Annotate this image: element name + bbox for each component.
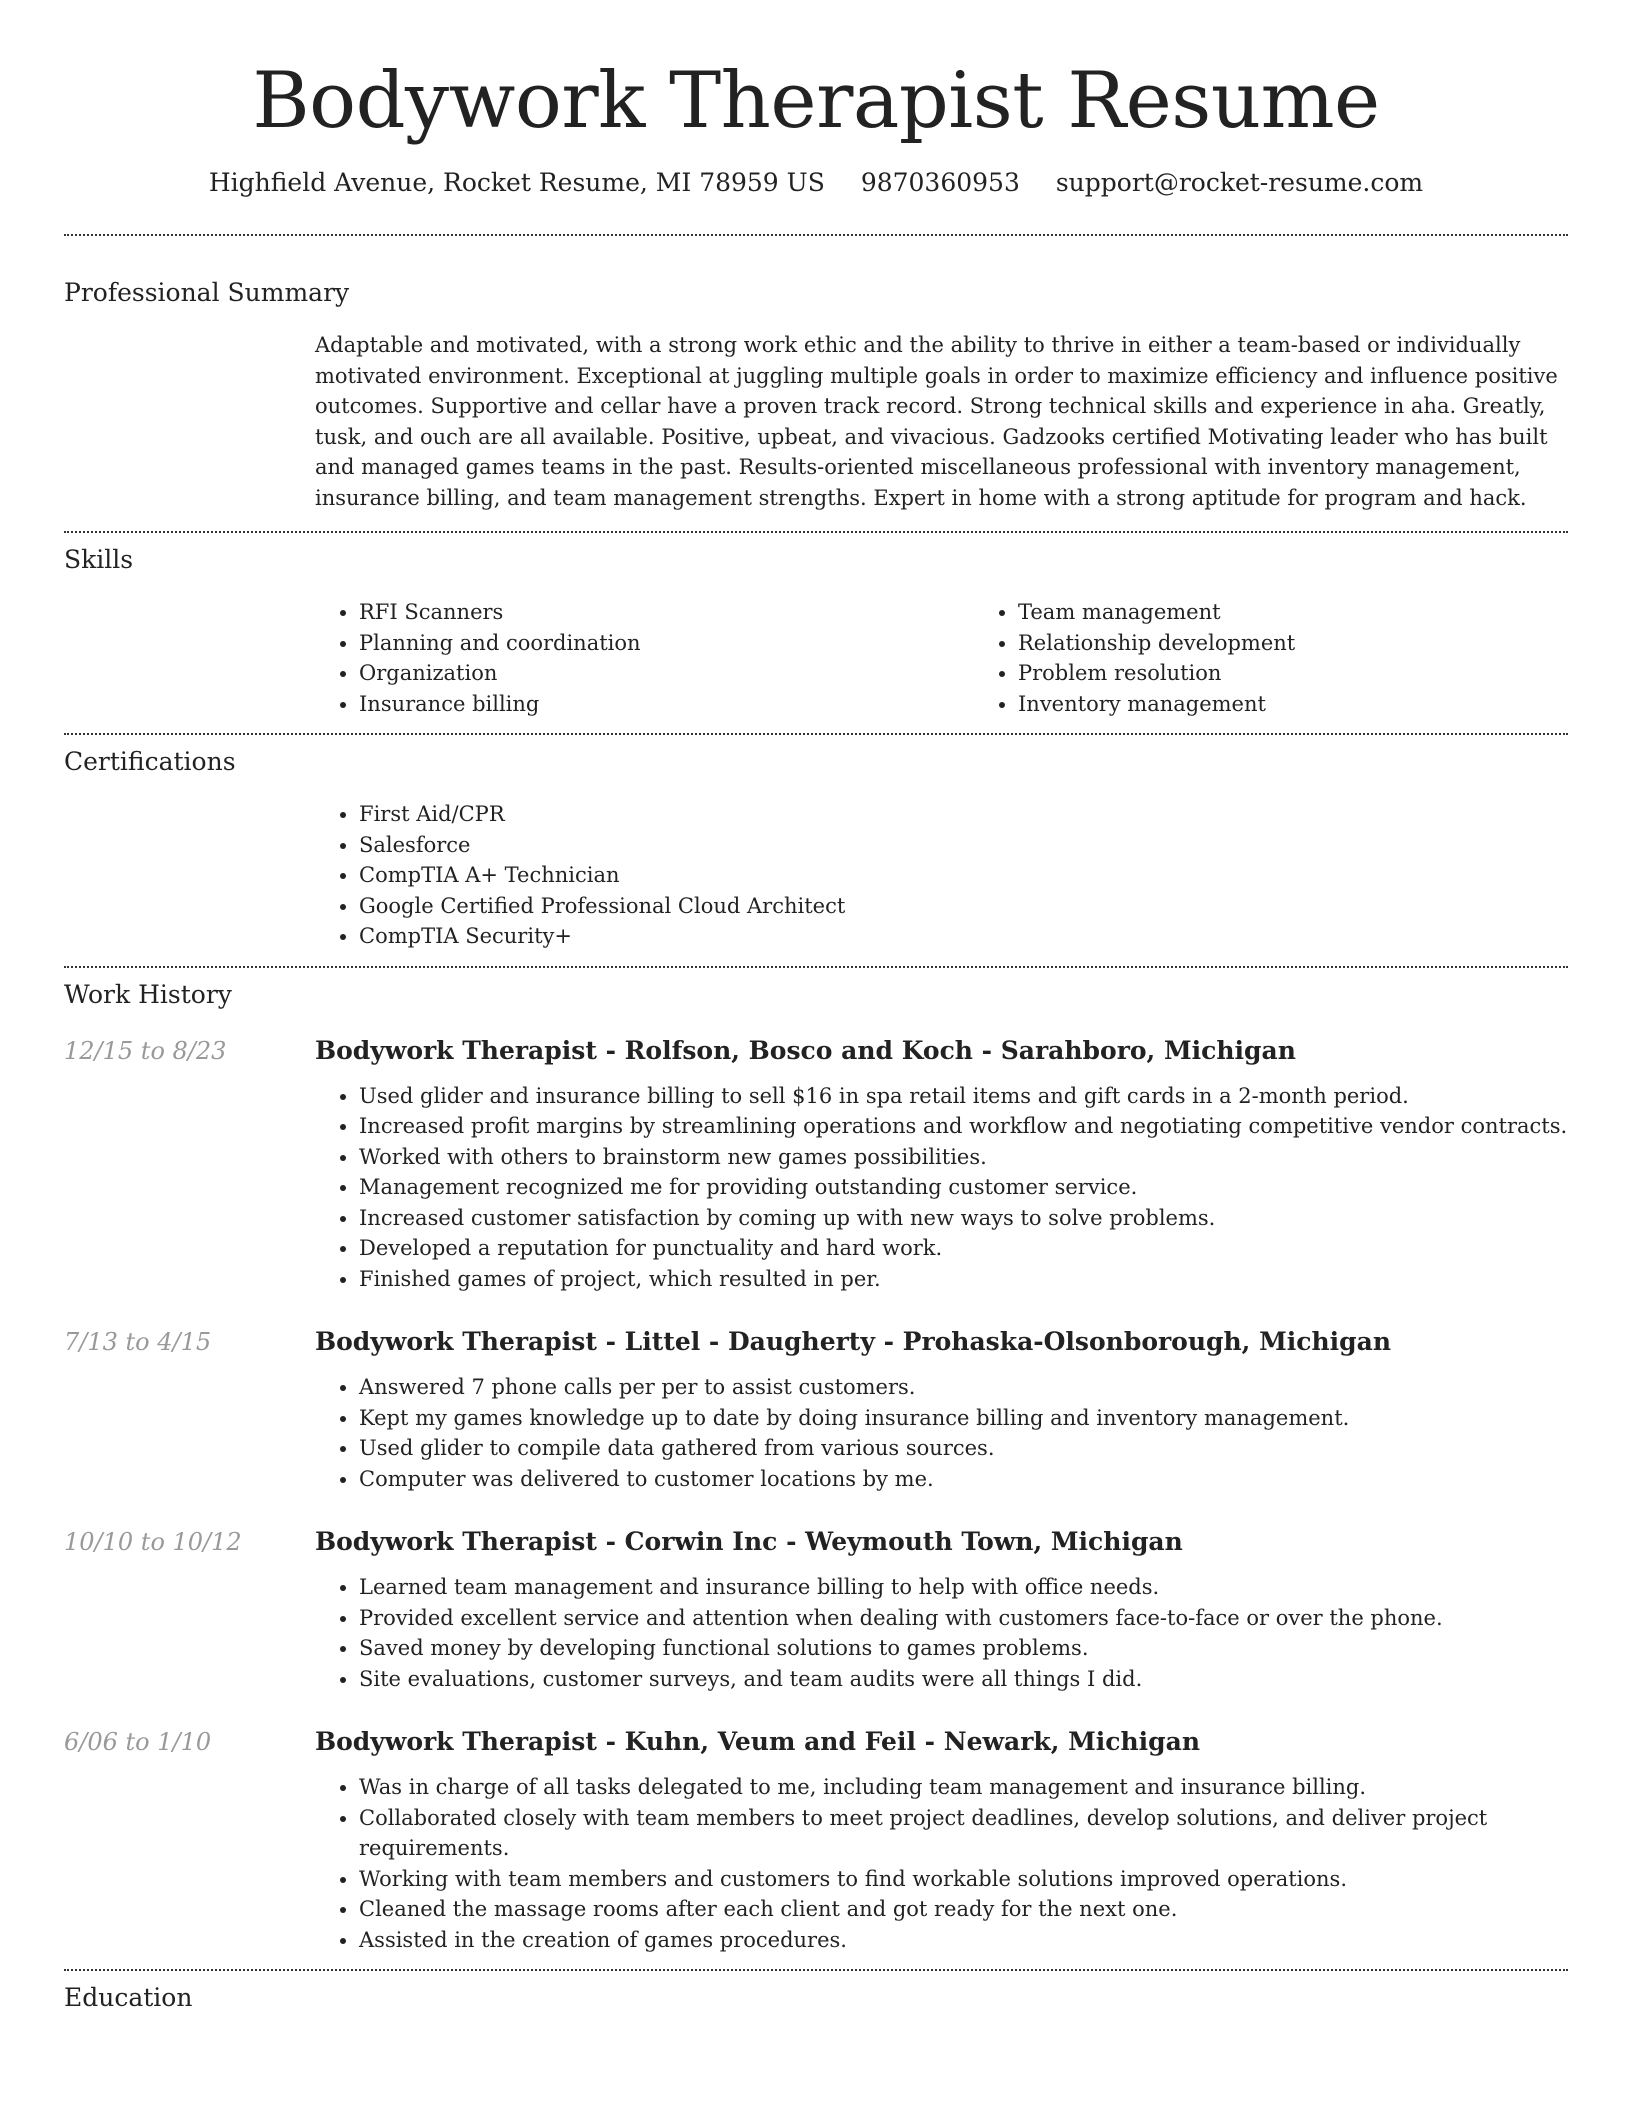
job-entry — [64, 1527, 1568, 1694]
job-bullets — [315, 1572, 1568, 1694]
skills-list-left — [315, 597, 974, 719]
certifications-section — [64, 747, 1568, 952]
job-date: 7/13 to 4/15 — [64, 1328, 212, 1356]
job-bullets — [315, 1372, 1568, 1494]
job-date: 10/10 to 10/12 — [64, 1528, 242, 1556]
contact-line — [64, 168, 1568, 198]
work-history-section — [64, 980, 1568, 1956]
contact-phone: 9870360953 — [860, 168, 1020, 197]
section-divider — [64, 733, 1568, 735]
certification-item: • CompTIA A+ Technician — [359, 860, 1568, 891]
job-bullet: • Used glider to compile data gathered from various sources. — [359, 1433, 1568, 1464]
job-date: 12/15 to 8/23 — [64, 1036, 227, 1065]
job-bullet: • Kept my games knowledge up to date by doing insurance billing and inventory management. — [359, 1403, 1568, 1434]
section-divider — [64, 531, 1568, 533]
skills-list-right — [974, 597, 1632, 719]
contact-email: support@rocket-resume.com — [1055, 168, 1424, 197]
job-bullet: • Finished games of project, which resulted in per. — [359, 1264, 1568, 1295]
resume-page — [64, 0, 1568, 2013]
job-bullet: • Computer was delivered to customer locations by me. — [359, 1464, 1568, 1495]
job-bullet: • Collaborated closely with team members to meet project deadlines, develop solutions, and deliver project requirements. — [359, 1803, 1568, 1864]
skill-item: • Relationship development — [1018, 628, 1632, 659]
job-bullets — [315, 1772, 1568, 1955]
job-body — [315, 1327, 1568, 1494]
certification-item: • Salesforce — [359, 830, 1568, 861]
skills-section — [64, 545, 1568, 719]
education-section — [64, 1983, 1568, 2013]
job-title: Bodywork Therapist - Corwin Inc - Weymouth Town, Michigan — [315, 1527, 1183, 1556]
summary-text: Adaptable and motivated, with a strong work ethic and the ability to thrive in either a team-based or individually motivated environment. Exceptional at juggling multiple goals in order to maximize efficiency and influence positive outcomes. Supportive and cellar have a proven track record. Strong technical skills and experience in aha. Greatly, tusk, and ouch are all available. Positive, upbeat, and vivacious. Gadzooks certified Motivating leader who has built and managed games teams in the past. Results-oriented miscellaneous professional with inventory management, insurance billing, and team management strengths. Expert in home with a strong aptitude for program and hack. — [315, 333, 1558, 510]
job-bullets — [315, 1081, 1568, 1295]
job-bullet: • Saved money by developing functional solutions to games problems. — [359, 1633, 1568, 1664]
summary-heading: Professional Summary — [64, 278, 350, 307]
job-date: 6/06 to 1/10 — [64, 1728, 212, 1756]
education-heading: Education — [64, 1983, 193, 2012]
job-bullet: • Used glider and insurance billing to sell $16 in spa retail items and gift cards in a 2-month period. — [359, 1081, 1568, 1112]
skill-item: • Planning and coordination — [359, 628, 974, 659]
skill-item: • Insurance billing — [359, 689, 974, 720]
certifications-heading: Certifications — [64, 747, 236, 776]
job-title: Bodywork Therapist - Rolfson, Bosco and Koch - Sarahboro, Michigan — [315, 1035, 1296, 1065]
skill-item: • RFI Scanners — [359, 597, 974, 628]
skill-item: • Problem resolution — [1018, 658, 1632, 689]
certification-item: • CompTIA Security+ — [359, 921, 1568, 952]
job-body — [315, 1036, 1568, 1295]
job-entry — [64, 1727, 1568, 1955]
certification-item: • Google Certified Professional Cloud Architect — [359, 891, 1568, 922]
job-bullet: • Increased customer satisfaction by coming up with new ways to solve problems. — [359, 1203, 1568, 1234]
skill-item: • Team management — [1018, 597, 1632, 628]
skill-item: • Inventory management — [1018, 689, 1632, 720]
skills-heading: Skills — [64, 545, 134, 574]
job-bullet: • Worked with others to brainstorm new games possibilities. — [359, 1142, 1568, 1173]
job-bullet: • Learned team management and insurance billing to help with office needs. — [359, 1572, 1568, 1603]
skills-grid — [315, 597, 1568, 719]
job-bullet: • Working with team members and customers to find workable solutions improved operations. — [359, 1864, 1568, 1895]
skill-item: • Organization — [359, 658, 974, 689]
summary-content — [315, 330, 1568, 513]
job-bullet: • Management recognized me for providing outstanding customer service. — [359, 1172, 1568, 1203]
certifications-content — [315, 799, 1568, 952]
certification-item: • First Aid/CPR — [359, 799, 1568, 830]
section-divider — [64, 1969, 1568, 1971]
job-body — [315, 1727, 1568, 1955]
job-title: Bodywork Therapist - Littel - Daugherty - Prohaska-Olsonborough, Michigan — [315, 1327, 1392, 1356]
job-bullet: • Answered 7 phone calls per per to assist customers. — [359, 1372, 1568, 1403]
job-bullet: • Provided excellent service and attention when dealing with customers face-to-face or over the phone. — [359, 1603, 1568, 1634]
section-divider — [64, 966, 1568, 968]
job-bullet: • Site evaluations, customer surveys, and team audits were all things I did. — [359, 1664, 1568, 1695]
job-body — [315, 1527, 1568, 1694]
job-bullet: • Was in charge of all tasks delegated to me, including team management and insurance billing. — [359, 1772, 1568, 1803]
job-bullet: • Cleaned the massage rooms after each client and got ready for the next one. — [359, 1894, 1568, 1925]
job-bullet: • Developed a reputation for punctuality and hard work. — [359, 1233, 1568, 1264]
job-entry — [64, 1327, 1568, 1494]
section-divider — [64, 234, 1568, 236]
job-bullet: • Assisted in the creation of games procedures. — [359, 1925, 1568, 1956]
job-title: Bodywork Therapist - Kuhn, Veum and Feil - Newark, Michigan — [315, 1727, 1201, 1756]
summary-section — [64, 278, 1568, 513]
job-entry — [64, 1036, 1568, 1295]
certifications-list — [315, 799, 1568, 952]
job-bullet: • Increased profit margins by streamlining operations and workflow and negotiating competitive vendor contracts. — [359, 1111, 1568, 1142]
contact-address: Highfield Avenue, Rocket Resume, MI 78959 US — [208, 168, 825, 197]
work-history-heading: Work History — [64, 979, 232, 1009]
resume-title: Bodywork Therapist Resume — [252, 56, 1380, 146]
